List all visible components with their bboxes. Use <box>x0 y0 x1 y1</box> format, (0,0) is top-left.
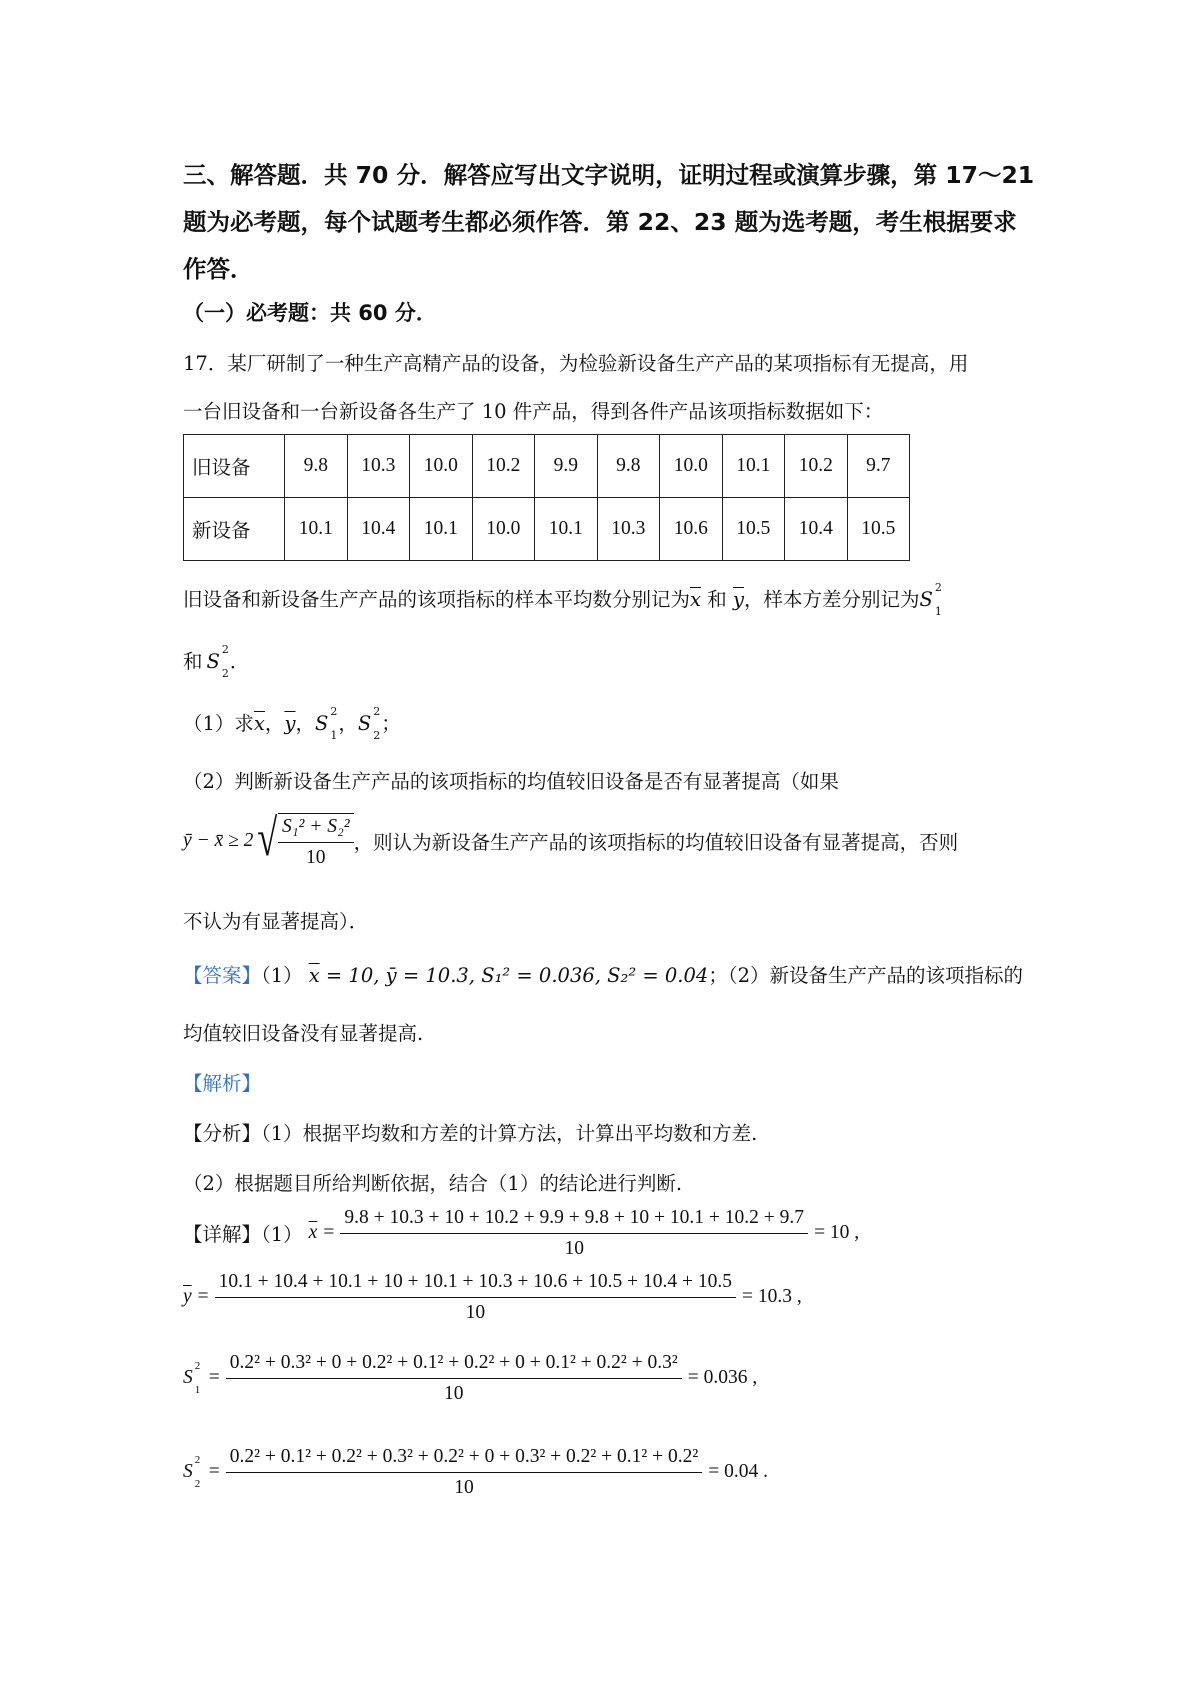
problem-text-line-1: 17．某厂研制了一种生产高精产品的设备，为检验新设备生产产品的某项指标有无提高，用 <box>183 352 969 375</box>
formula-mean-x: 【详解】（1） $\overline{x}$ = $\frac{9.8 + 10.3 + 10 + 10.2 + 9.9 + 9.8 + 10 + 10.1 + 10.2 + 9.7}{10}$ = 10 , <box>183 1206 860 1259</box>
question-2-line-1: （2）判断新设备生产产品的该项指标的均值较旧设备是否有显著提高（如果 <box>183 770 839 793</box>
table-cell: 10.4 <box>347 498 410 561</box>
analysis-line-1: 【分析】（1）根据平均数和方差的计算方法，计算出平均数和方差. <box>183 1122 758 1145</box>
row-label: 旧设备 <box>184 435 285 498</box>
subsection-heading: （一）必考题：共 60 分． <box>183 301 437 325</box>
table-cell: 10.3 <box>347 435 410 498</box>
formula-variance-1: S 2 1 = 0.2² + 0.3² + 0 + 0.2² + 0.1² + 0.2² + 0 + 0.1² + 0.2² + 0.3² 10 = 0.036 , <box>183 1351 758 1404</box>
sqrt-expression: √ $\frac{\text{S₁² + S₂²}}{10}$ <box>253 813 353 869</box>
table-cell: 10.1 <box>285 498 348 561</box>
table-cell: 10.0 <box>472 498 535 561</box>
analysis-line-2: （2）根据题目所给判断依据，结合（1）的结论进行判断. <box>183 1172 683 1195</box>
formula-variance-2: S 2 2 = 0.2² + 0.1² + 0.2² + 0.3² + 0.2² + 0 + 0.3² + 0.2² + 0.1² + 0.2² 10 = 0.04 . <box>183 1445 768 1498</box>
answer-line-2: 均值较旧设备没有显著提高. <box>183 1022 424 1045</box>
analysis-tag: 【解析】 <box>183 1072 262 1095</box>
question-1: （1）求$\overline{x}$，$\overline{y}$，S 2 1 ，S 2 2 ； <box>183 705 401 742</box>
definition-line-2: 和 S 2 2 ． <box>183 643 250 680</box>
table-cell: 10.1 <box>722 435 785 498</box>
table-cell: 9.9 <box>535 435 598 498</box>
row-label: 新设备 <box>184 498 285 561</box>
table-cell: 10.1 <box>410 498 473 561</box>
question-2-line-3: 不认为有显著提高）． <box>183 910 369 933</box>
problem-text-line-2: 一台旧设备和一台新设备各生产了 10 件产品，得到各件产品该项指标数据如下： <box>183 400 884 423</box>
section-heading-line-1: 三、解答题．共 70 分．解答应写出文字说明，证明过程或演算步骤，第 17～21 <box>183 161 1035 189</box>
table-cell: 10.5 <box>847 498 910 561</box>
table-cell: 10.2 <box>472 435 535 498</box>
table-cell: 10.0 <box>410 435 473 498</box>
table-cell: 9.8 <box>285 435 348 498</box>
table-row-old <box>184 435 910 498</box>
section-heading-line-2: 题为必考题，每个试题考生都必须作答．第 22、23 题为选考题，考生根据要求 <box>183 208 1017 236</box>
formula-mean-y: $\overline{y}$ = 10.1 + 10.4 + 10.1 + 10 + 10.1 + 10.3 + 10.6 + 10.5 + 10.4 + 10.5 10 = 10.3 , <box>183 1270 802 1323</box>
table-cell: 10.5 <box>722 498 785 561</box>
question-2-criterion: ȳ − x̄ ≥ 2 √ $\frac{\text{S₁² + S₂²}}{10}$ ，则认为新设备生产产品的该项指标的均值较旧设备有显著提高，否则 <box>183 810 959 868</box>
table-cell: 9.8 <box>597 435 660 498</box>
definition-line: 旧设备和新设备生产产品的该项指标的样本平均数分别记为$\overline{x}$ 和 $\overline{y}$，样本方差分别记为S 2 1 <box>183 581 942 618</box>
data-table <box>183 434 910 561</box>
table-cell: 10.4 <box>785 498 848 561</box>
table-cell: 10.6 <box>660 498 723 561</box>
table-cell: 10.3 <box>597 498 660 561</box>
section-heading-line-3: 作答． <box>183 255 254 283</box>
table-cell: 10.1 <box>535 498 598 561</box>
answer-tag: 【答案】 <box>183 964 262 987</box>
table-cell: 10.2 <box>785 435 848 498</box>
answer-line-1: 【答案】（1） $\overline{x} = 10$, ȳ = 10.3, S₁² = 0.036, S₂² = 0.04；（2）新设备生产产品的该项指标的 <box>183 964 1023 987</box>
table-cell: 10.0 <box>660 435 723 498</box>
table-row-new <box>184 498 910 561</box>
table-cell: 9.7 <box>847 435 910 498</box>
